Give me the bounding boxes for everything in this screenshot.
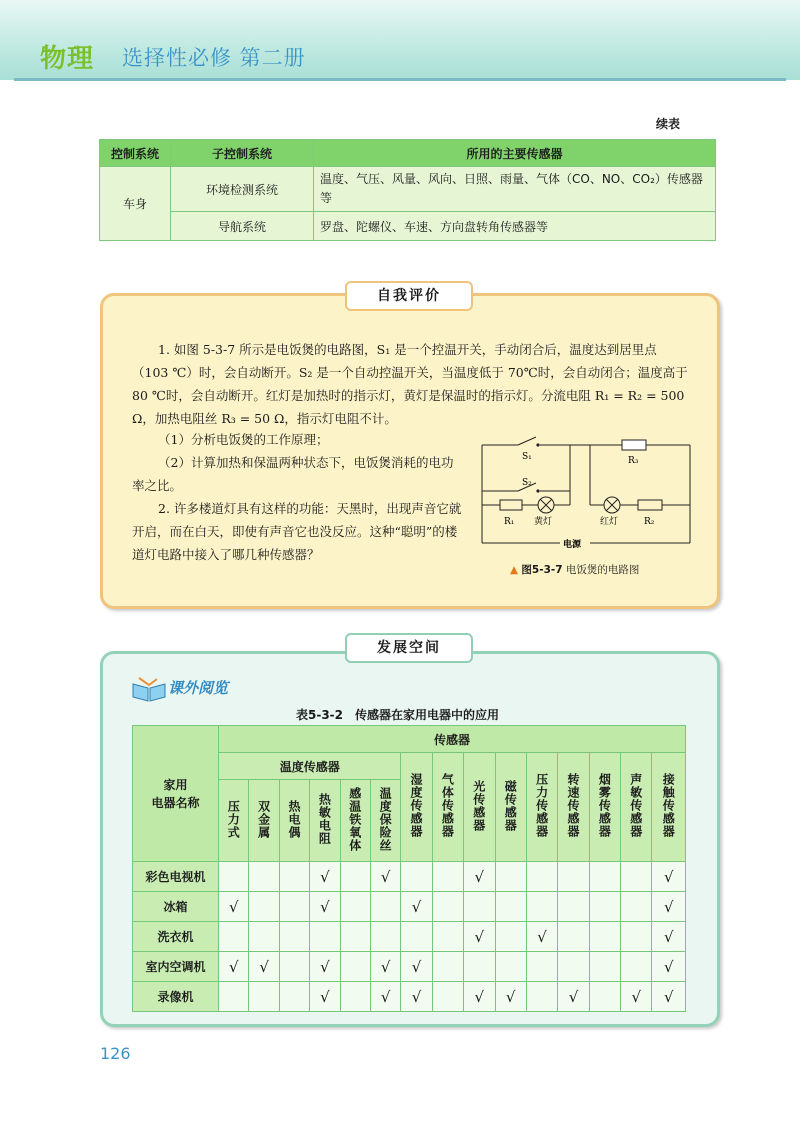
check-mark-icon: √ <box>320 897 330 916</box>
col-header: 子控制系统 <box>171 140 314 167</box>
check-mark-icon: √ <box>320 867 330 886</box>
check-cell <box>432 952 463 982</box>
check-mark-icon: √ <box>228 897 239 916</box>
appliance-name: 录像机 <box>133 982 219 1012</box>
check-mark-icon: √ <box>537 927 547 946</box>
check-cell <box>340 892 370 922</box>
development-tab: 发展空间 <box>345 633 473 663</box>
check-cell <box>526 952 557 982</box>
check-cell <box>340 922 370 952</box>
check-cell <box>464 862 495 892</box>
check-mark-icon: √ <box>663 927 674 946</box>
col-header <box>310 780 340 862</box>
figure-caption <box>510 562 639 577</box>
rice-cooker-circuit-diagram <box>478 435 698 555</box>
check-cell <box>495 862 526 892</box>
check-mark-icon: √ <box>380 867 391 886</box>
header-rule <box>14 78 786 81</box>
col-header-label: 接触传感器 <box>661 773 676 838</box>
check-cell <box>495 922 526 952</box>
check-cell <box>621 922 652 952</box>
appliance-name: 室内空调机 <box>133 952 219 982</box>
col-header: 所用的主要传感器 <box>314 140 716 167</box>
check-cell <box>621 892 652 922</box>
check-cell <box>219 922 249 952</box>
page-number: 126 <box>100 1044 131 1063</box>
check-cell <box>432 892 463 922</box>
reading-label: 课外阅览 <box>168 679 229 697</box>
check-mark-icon: √ <box>663 957 674 976</box>
table-row <box>133 892 686 922</box>
col-header-label: 压力式 <box>226 799 241 839</box>
col-header-label: 压力传感器 <box>534 773 549 838</box>
check-cell <box>495 952 526 982</box>
continued-label: 续表 <box>656 117 681 131</box>
page-header-band <box>0 0 800 80</box>
check-cell <box>249 892 279 922</box>
check-cell <box>652 922 686 952</box>
col-header <box>219 780 249 862</box>
col-header <box>370 780 400 862</box>
check-cell <box>401 982 432 1012</box>
question-1-text: 1. 如图 5-3-7 所示是电饭煲的电路图，S₁ 是一个控温开关，手动闭合后，温度达到居里点（103 ℃）时，会自动断开。S₂ 是一个自动控温开关，当温度低于 70℃时，会自动闭合；温度高于 80 ℃时，会自动断开。红灯是加热时的指示灯，黄灯是保温时的指示灯。分流电阻 R₁ = R₂ = 500 Ω，加热电阻丝 R₃ = 50 Ω，指示灯电阻不计。 <box>132 342 688 426</box>
check-mark-icon: √ <box>474 987 485 1006</box>
check-mark-icon: √ <box>320 987 330 1006</box>
group-cell: 车身 <box>100 167 171 241</box>
table-row <box>100 212 716 241</box>
check-cell <box>401 892 432 922</box>
check-cell <box>432 862 463 892</box>
check-cell <box>558 892 589 922</box>
col-header <box>495 753 526 862</box>
table-row <box>133 862 686 892</box>
appliance-header: 家用 电器名称 <box>133 726 219 862</box>
check-mark-icon: √ <box>663 867 674 886</box>
label-yellow-lamp: 黄灯 <box>534 517 553 527</box>
check-cell <box>401 952 432 982</box>
col-header-label: 声敏传感器 <box>628 773 643 838</box>
col-header-label: 感温铁氧体 <box>347 786 362 852</box>
check-cell <box>310 862 340 892</box>
check-mark-icon: √ <box>228 957 239 976</box>
check-cell <box>279 982 309 1012</box>
check-cell <box>589 952 620 982</box>
check-mark-icon: √ <box>259 957 269 976</box>
check-cell <box>310 892 340 922</box>
check-cell <box>279 892 309 922</box>
check-cell <box>370 892 400 922</box>
col-header <box>340 780 370 862</box>
label-r2: R₂ <box>644 517 655 527</box>
label-s2: S₂ <box>522 478 532 488</box>
check-cell <box>310 982 340 1012</box>
check-cell <box>621 982 652 1012</box>
col-header-label: 温度保险丝 <box>378 786 393 852</box>
appliance-name: 洗衣机 <box>133 922 219 952</box>
sensor-application-table <box>132 725 686 1012</box>
check-cell <box>370 862 400 892</box>
check-cell <box>279 952 309 982</box>
sub-system-cell: 导航系统 <box>171 212 314 241</box>
self-eval-tab: 自我评价 <box>345 281 473 311</box>
check-cell <box>621 952 652 982</box>
col-header <box>526 753 557 862</box>
check-mark-icon: √ <box>568 987 579 1006</box>
sensor-table-body <box>133 862 686 1012</box>
col-header-label: 光传感器 <box>471 779 486 832</box>
sub-system-cell: 环境检测系统 <box>171 167 314 212</box>
col-header <box>652 753 686 862</box>
table-row <box>133 982 686 1012</box>
check-mark-icon: √ <box>663 987 674 1006</box>
check-cell <box>558 952 589 982</box>
label-s1: S₁ <box>522 452 532 462</box>
label-r1: R₁ <box>504 517 515 527</box>
check-cell <box>370 982 400 1012</box>
sensor-cell: 温度、气压、风量、风向、日照、雨量、气体（CO、NO、CO₂）传感器等 <box>314 167 716 212</box>
check-cell <box>219 892 249 922</box>
col-header <box>464 753 495 862</box>
check-cell <box>249 862 279 892</box>
subject-title: 物理 <box>40 44 95 74</box>
sensor-header: 传感器 <box>219 726 686 753</box>
table-header-row <box>133 726 686 753</box>
col-header <box>589 753 620 862</box>
control-system-table <box>99 139 716 241</box>
check-cell <box>526 862 557 892</box>
check-cell <box>219 952 249 982</box>
col-header: 控制系统 <box>100 140 171 167</box>
appliance-name: 彩色电视机 <box>133 862 219 892</box>
check-mark-icon: √ <box>631 987 642 1006</box>
check-cell <box>652 952 686 982</box>
question-1 <box>132 338 690 430</box>
question-1a: （1）分析电饭煲的工作原理； <box>158 432 329 447</box>
check-cell <box>589 862 620 892</box>
check-cell <box>279 922 309 952</box>
question-2: 2. 许多楼道灯具有这样的功能：天黑时，出现声音它就开启，而在白天，即使有声音它也没反应。这种“聪明”的楼道灯电路中接入了哪几种传感器？ <box>132 501 462 562</box>
sensor-cell: 罗盘、陀螺仪、车速、方向盘转角传感器等 <box>314 212 716 241</box>
question-1-parts <box>132 428 464 566</box>
check-mark-icon: √ <box>474 867 485 886</box>
col-header-label: 热电偶 <box>287 799 302 839</box>
check-mark-icon: √ <box>380 957 391 976</box>
check-cell <box>249 952 279 982</box>
check-cell <box>249 982 279 1012</box>
table-caption: 表5-3-2 传感器在家用电器中的应用 <box>296 708 500 722</box>
check-cell <box>432 922 463 952</box>
check-mark-icon: √ <box>380 987 391 1006</box>
check-cell <box>310 922 340 952</box>
check-cell <box>219 862 249 892</box>
temp-sensor-header: 温度传感器 <box>219 753 401 780</box>
open-book-icon <box>131 676 167 702</box>
col-header-label: 双金属 <box>256 799 271 839</box>
col-header <box>401 753 432 862</box>
check-cell <box>464 892 495 922</box>
check-cell <box>652 982 686 1012</box>
check-cell <box>558 982 589 1012</box>
question-1b: （2）计算加热和保温两种状态下，电饭煲消耗的电功率之比。 <box>132 455 454 493</box>
appliance-name: 冰箱 <box>133 892 219 922</box>
table-header-row <box>100 140 716 167</box>
figure-number: 图5-3-7 <box>521 564 563 576</box>
check-cell <box>464 952 495 982</box>
check-mark-icon: √ <box>411 957 422 976</box>
check-mark-icon: √ <box>320 957 330 976</box>
check-cell <box>558 862 589 892</box>
col-header-label: 热敏电阻 <box>317 793 332 845</box>
table-row <box>133 952 686 982</box>
check-cell <box>495 892 526 922</box>
col-header-label: 湿度传感器 <box>409 773 424 838</box>
book-title: 选择性必修 第二册 <box>122 46 306 70</box>
col-header-label: 气体传感器 <box>440 773 455 838</box>
label-r3: R₃ <box>628 456 639 466</box>
check-cell <box>589 982 620 1012</box>
col-header <box>621 753 652 862</box>
check-mark-icon: √ <box>411 897 422 916</box>
check-cell <box>526 982 557 1012</box>
check-cell <box>370 922 400 952</box>
check-cell <box>219 982 249 1012</box>
check-mark-icon: √ <box>411 987 422 1006</box>
check-cell <box>401 922 432 952</box>
col-header <box>279 780 309 862</box>
col-header-label: 转速传感器 <box>565 773 580 838</box>
check-mark-icon: √ <box>474 927 485 946</box>
table-row <box>100 167 716 212</box>
check-cell <box>652 862 686 892</box>
figure-caption-text: 电饭煲的电路图 <box>565 564 640 576</box>
col-header <box>432 753 463 862</box>
label-power: 电源 <box>563 540 582 550</box>
check-cell <box>401 862 432 892</box>
check-cell <box>310 952 340 982</box>
table-row <box>133 922 686 952</box>
check-cell <box>652 892 686 922</box>
col-header-label: 磁传感器 <box>503 779 518 832</box>
check-cell <box>464 982 495 1012</box>
check-cell <box>340 982 370 1012</box>
col-header <box>558 753 589 862</box>
check-cell <box>340 862 370 892</box>
check-cell <box>526 922 557 952</box>
check-cell <box>464 922 495 952</box>
check-cell <box>558 922 589 952</box>
check-mark-icon: √ <box>505 987 516 1006</box>
check-cell <box>589 892 620 922</box>
check-cell <box>370 952 400 982</box>
caption-triangle-icon: ▲ <box>510 564 519 576</box>
check-cell <box>621 862 652 892</box>
check-cell <box>432 982 463 1012</box>
col-header <box>249 780 279 862</box>
check-cell <box>526 892 557 922</box>
label-red-lamp: 红灯 <box>600 517 619 527</box>
check-cell <box>340 952 370 982</box>
col-header-label: 烟雾传感器 <box>597 773 612 838</box>
check-cell <box>249 922 279 952</box>
check-cell <box>279 862 309 892</box>
check-cell <box>495 982 526 1012</box>
check-cell <box>589 922 620 952</box>
check-mark-icon: √ <box>663 897 674 916</box>
